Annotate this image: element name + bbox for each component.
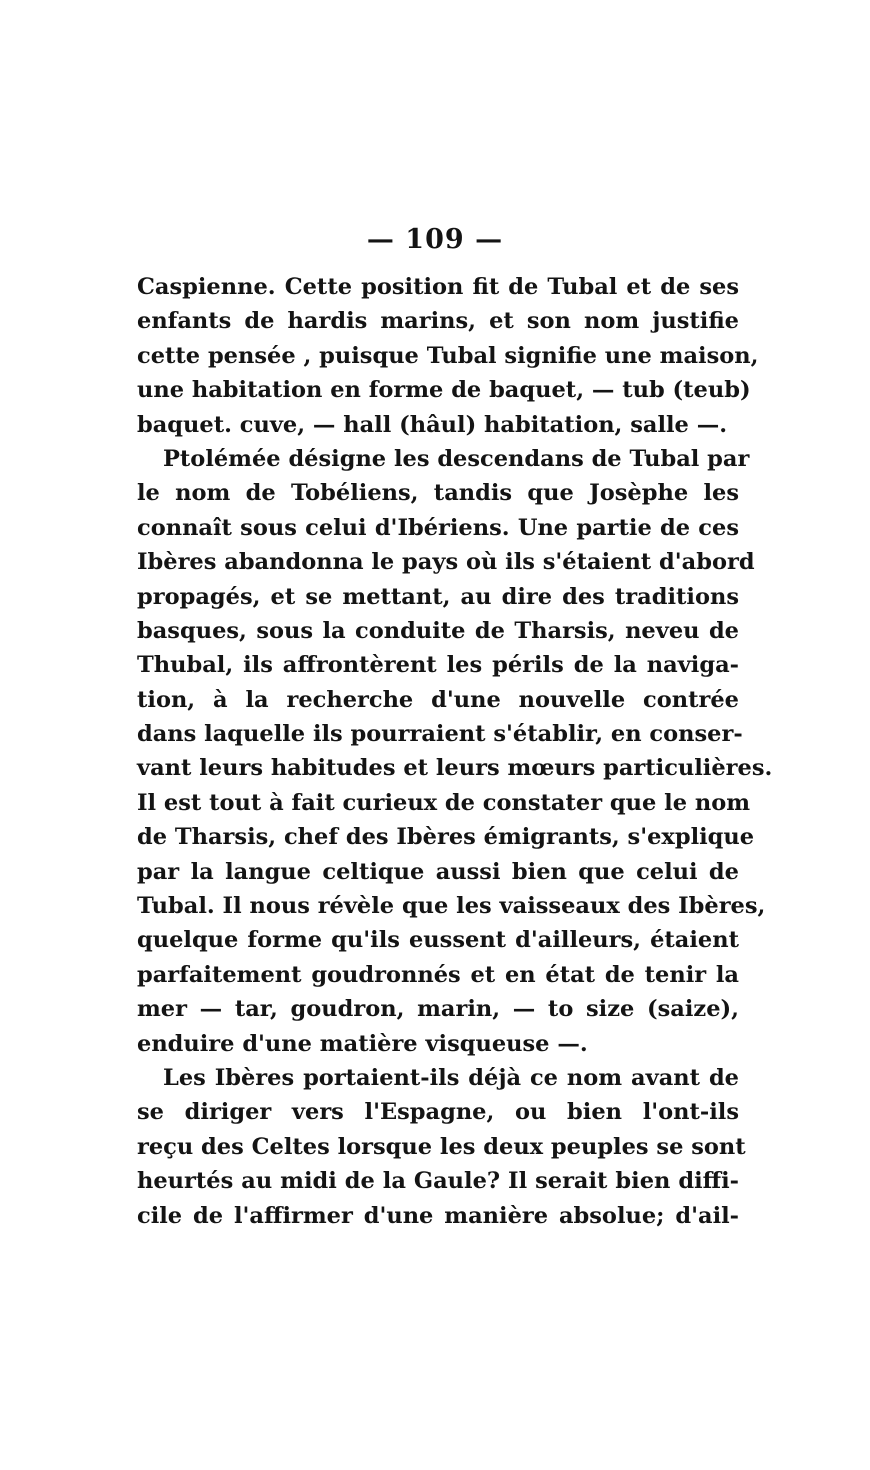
text-line: se diriger vers l'Espagne, ou bien l'ont-ils <box>137 1099 739 1126</box>
text-line: enfants de hardis marins, et son nom justifie <box>137 308 739 335</box>
body-text <box>137 270 773 1233</box>
text-line: basques, sous la conduite de Tharsis, neveu de <box>137 617 739 644</box>
text-line: Il est tout à fait curieux de constater que le nom <box>137 789 751 816</box>
text-line: quelque forme qu'ils eussent d'ailleurs, étaient <box>137 927 739 954</box>
text-line: par la langue celtique aussi bien que celui de <box>137 858 739 885</box>
text-line: reçu des Celtes lorsque les deux peuples se sont <box>137 1133 746 1160</box>
text-line: cile de l'affirmer d'une manière absolue; d'ail- <box>137 1202 739 1229</box>
text-line: enduire d'une matière visqueuse —. <box>137 1030 588 1057</box>
text-line: parfaitement goudronnés et en état de tenir la <box>137 961 739 988</box>
text-line: Caspienne. Cette position fit de Tubal et de ses <box>137 274 739 300</box>
text-line: cette pensée , puisque Tubal signifie une maison, <box>137 342 759 369</box>
text-line: tion, à la recherche d'une nouvelle contrée <box>137 686 739 713</box>
text-line: Les Ibères portaient-ils déjà ce nom avant de <box>163 1064 739 1091</box>
text-line: baquet. cuve, — hall (hâul) habitation, salle —. <box>137 411 728 438</box>
text-line: connaît sous celui d'Ibériens. Une partie de ces <box>137 514 739 541</box>
text-line: vant leurs habitudes et leurs mœurs particulières. <box>137 755 773 782</box>
text-line: de Tharsis, chef des Ibères émigrants, s'explique <box>137 824 755 851</box>
text-line: une habitation en forme de baquet, — tub (teub) <box>137 377 751 404</box>
text-line: Ibères abandonna le pays où ils s'étaient d'abord <box>137 549 755 576</box>
text-line: Thubal, ils affrontèrent les périls de la naviga- <box>137 652 739 679</box>
text-line: Tubal. Il nous révèle que les vaisseaux des Ibères, <box>137 893 766 920</box>
text-line: Ptolémée désigne les descendans de Tubal par <box>163 445 750 472</box>
text-line: heurtés au midi de la Gaule? Il serait bien diffi- <box>137 1168 739 1195</box>
text-line: propagés, et se mettant, au dire des traditions <box>137 583 739 610</box>
text-line: mer — tar, goudron, marin, — to size (saize), <box>137 996 739 1023</box>
page-number: — 109 — <box>366 224 504 255</box>
text-line: le nom de Tobéliens, tandis que Josèphe les <box>137 480 739 507</box>
text-line: dans laquelle ils pourraient s'établir, en conser- <box>137 721 743 748</box>
